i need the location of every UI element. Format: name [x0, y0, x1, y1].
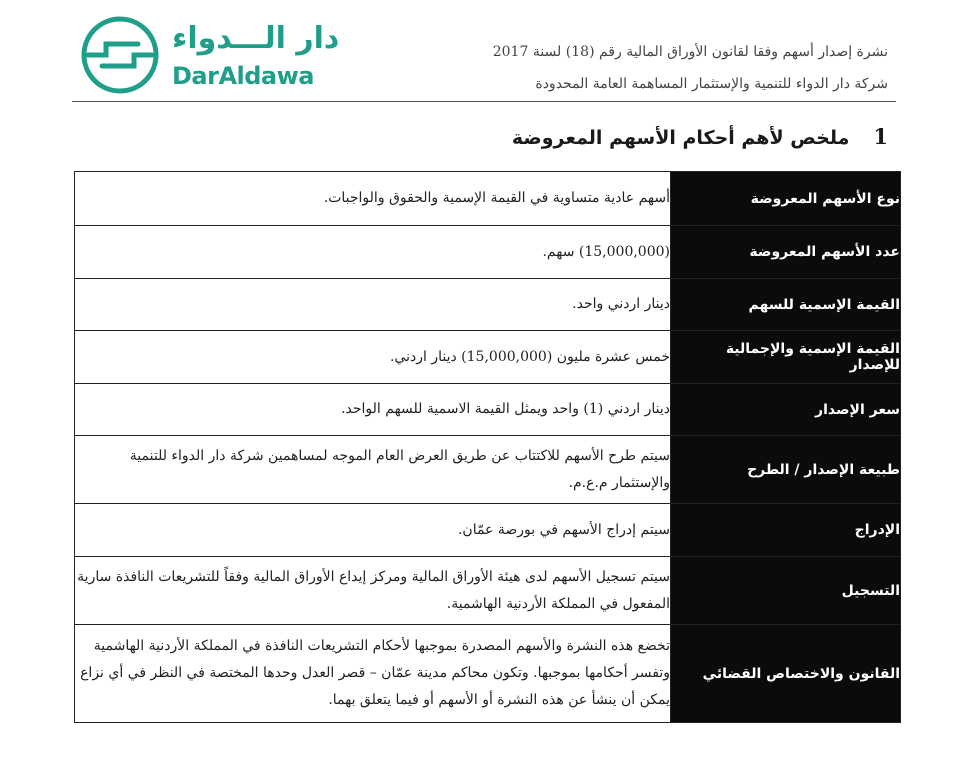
table-row — [75, 172, 901, 226]
offered-shares-terms-table — [74, 171, 901, 723]
row-label: التسجيل — [671, 557, 901, 625]
table-row — [75, 331, 901, 384]
company-logo — [80, 14, 340, 96]
row-label: القيمة الإسمية والإجمالية للإصدار — [671, 331, 901, 384]
table-row — [75, 384, 901, 436]
logo-mark-icon — [80, 14, 164, 98]
company-name-line: شركة دار الدواء للتنمية والإستثمار المساهمة العامة المحدودة — [535, 76, 888, 92]
row-value: سيتم تسجيل الأسهم لدى هيئة الأوراق المالية ومركز إيداع الأوراق المالية وفقاً للتشريعات النافذة سارية المفعول في المملكة الأردنية الهاشمية. — [75, 557, 671, 625]
logo-english-text: DarAldawa — [172, 62, 314, 90]
section-title: ملخص لأهم أحكام الأسهم المعروضة — [511, 127, 850, 149]
row-value: أسهم عادية متساوية في القيمة الإسمية والحقوق والواجبات. — [75, 172, 671, 226]
section-number: 1 — [873, 124, 888, 149]
row-value: تخضع هذه النشرة والأسهم المصدرة بموجبها لأحكام التشريعات النافذة في المملكة الأردنية الهاشمية وتفسر أحكامها بموجبها. وتكون محاكم مدينة عمّان – قصر العدل وحدها المختصة في النظر في أي نزاع يمكن أن ينشأ عن هذه النشرة أو الأسهم أو فيما يتعلق بهما. — [75, 625, 671, 723]
row-value: سيتم طرح الأسهم للاكتتاب عن طريق العرض العام الموجه لمساهمين شركة دار الدواء للتنمية والإستثمار م.ع.م. — [75, 436, 671, 504]
header-divider — [72, 101, 896, 102]
table-row — [75, 226, 901, 279]
row-value: خمس عشرة مليون (15,000,000) دينار اردني. — [75, 331, 671, 384]
row-value: دينار اردني واحد. — [75, 279, 671, 331]
table-row — [75, 504, 901, 557]
table-row — [75, 557, 901, 625]
row-label: القيمة الإسمية للسهم — [671, 279, 901, 331]
table-row — [75, 279, 901, 331]
row-value: (15,000,000) سهم. — [75, 226, 671, 279]
section-heading — [512, 124, 888, 149]
row-value: سيتم إدراج الأسهم في بورصة عمّان. — [75, 504, 671, 557]
table-row — [75, 625, 901, 723]
document-title-line: نشرة إصدار أسهم وفقا لقانون الأوراق المالية رقم (18) لسنة 2017 — [492, 44, 888, 60]
row-label: عدد الأسهم المعروضة — [671, 226, 901, 279]
row-label: الإدراج — [671, 504, 901, 557]
row-value: دينار اردني (1) واحد ويمثل القيمة الاسمية للسهم الواحد. — [75, 384, 671, 436]
row-label: سعر الإصدار — [671, 384, 901, 436]
table-row — [75, 436, 901, 504]
row-label: نوع الأسهم المعروضة — [671, 172, 901, 226]
row-label: طبيعة الإصدار / الطرح — [671, 436, 901, 504]
logo-arabic-text: دار الـــدواء — [172, 21, 340, 56]
row-label: القانون والاختصاص القضائي — [671, 625, 901, 723]
